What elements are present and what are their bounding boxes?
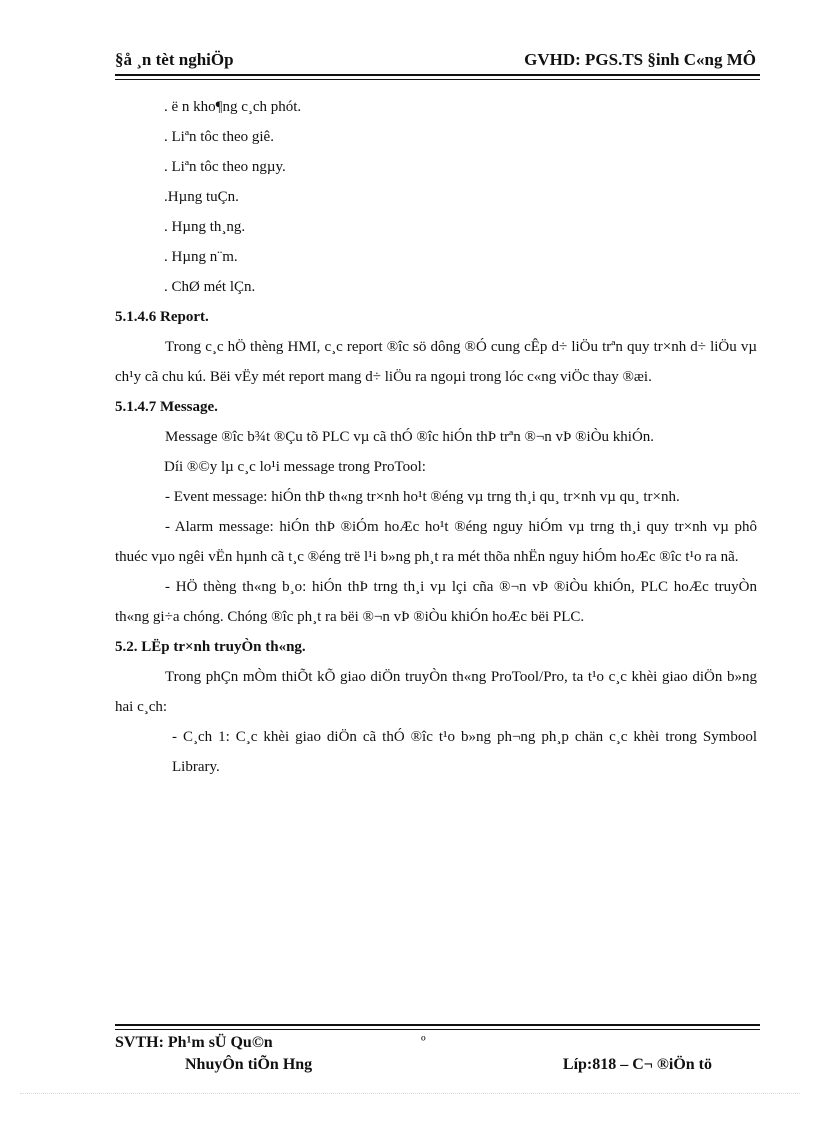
alarm-message-paragraph: - Alarm message: hiÓn thÞ ®iÓm hoÆc ho¹t ®éng nguy hiÓm vµ trng th¸i quy tr×nh vµ phô thuéc vµo ngêi vËn hµnh cã t¸c ®éng trë l¹i b»ng ph¸t ra mét thõa nhËn nguy hiÓm hoÆc ®îc t¹o ra nã. (115, 519, 757, 565)
footer-student-1: SVTH: Ph¹m sÜ Qu©n (115, 1034, 273, 1051)
list-item: . Liªn tôc theo ngµy. (164, 159, 286, 175)
report-paragraph: Trong c¸c hÖ thèng HMI, c¸c report ®îc sö dông ®Ó cung cÊp d÷ liÖu trªn quy tr×nh d÷ liÖu vµ ch¹y cã chu kú. Bëi vËy mét report mang d÷ liÖu ra ngoµi trong lóc c«ng viÖc thay ®æi. (115, 339, 757, 385)
header-divider (115, 74, 760, 80)
list-item: . ChØ mét lÇn. (164, 279, 256, 295)
page-body (115, 92, 757, 782)
method-1-paragraph: - C¸ch 1: C¸c khèi giao diÖn cã thÓ ®îc t¹o b»ng ph¬ng ph¸p chän c¸c khèi trong Symbool Library. (172, 729, 757, 775)
page-footer (115, 1030, 760, 1080)
page-header (115, 48, 760, 74)
page-bottom-dotted-line (20, 1093, 800, 1094)
section-heading-communication: 5.2. LËp tr×nh truyÒn th«ng. (115, 639, 306, 655)
list-item: . Liªn tôc theo giê. (164, 129, 274, 145)
page-number: º (421, 1034, 426, 1050)
message-paragraph: Message ®îc b¾t ®Çu tõ PLC vµ cã thÓ ®îc hiÓn thÞ trªn ®¬n vÞ ®iÒu khiÓn. (165, 429, 655, 445)
event-message-paragraph: - Event message: hiÓn thÞ th«ng tr×nh ho¹t ®éng vµ trng th¸i qu¸ tr×nh vµ qu¸ tr×nh. (165, 489, 680, 505)
header-supervisor: GVHD: PGS.TS §inh C«ng MÔ (524, 50, 756, 69)
footer-class: Líp:818 – C¬ ®iÖn tö (562, 1056, 712, 1073)
footer-student-2: NhuyÔn tiÕn Hng (185, 1056, 313, 1073)
section-heading-message: 5.1.4.7 Message. (115, 399, 218, 415)
communication-paragraph: Trong phÇn mÒm thiÕt kÕ giao diÖn truyÒn th«ng ProTool/Pro, ta t¹o c¸c khèi giao diÖn b»ng hai c¸ch: (115, 669, 757, 715)
list-item: . ë n kho¶ng c¸ch phót. (164, 99, 302, 115)
system-message-paragraph: - HÖ thèng th«ng b¸o: hiÓn thÞ trng th¸i vµ lçi cña ®¬n vÞ ®iÒu khiÓn, PLC hoÆc truyÒn th«ng gi÷a chóng. Chóng ®îc ph¸t ra bëi ®¬n vÞ ®iÒu khiÓn hoÆc bëi PLC. (115, 579, 757, 625)
list-item: .Hµng tuÇn. (164, 189, 239, 205)
list-item: . Hµng n¨m. (164, 249, 238, 265)
header-project-title: §å ¸n tèt nghiÖp (115, 50, 234, 69)
message-intro: Díi ®©y lµ c¸c lo¹i message trong ProTool: (164, 459, 426, 475)
list-item: . Hµng th¸ng. (164, 219, 246, 235)
section-heading-report: 5.1.4.6 Report. (115, 309, 209, 325)
